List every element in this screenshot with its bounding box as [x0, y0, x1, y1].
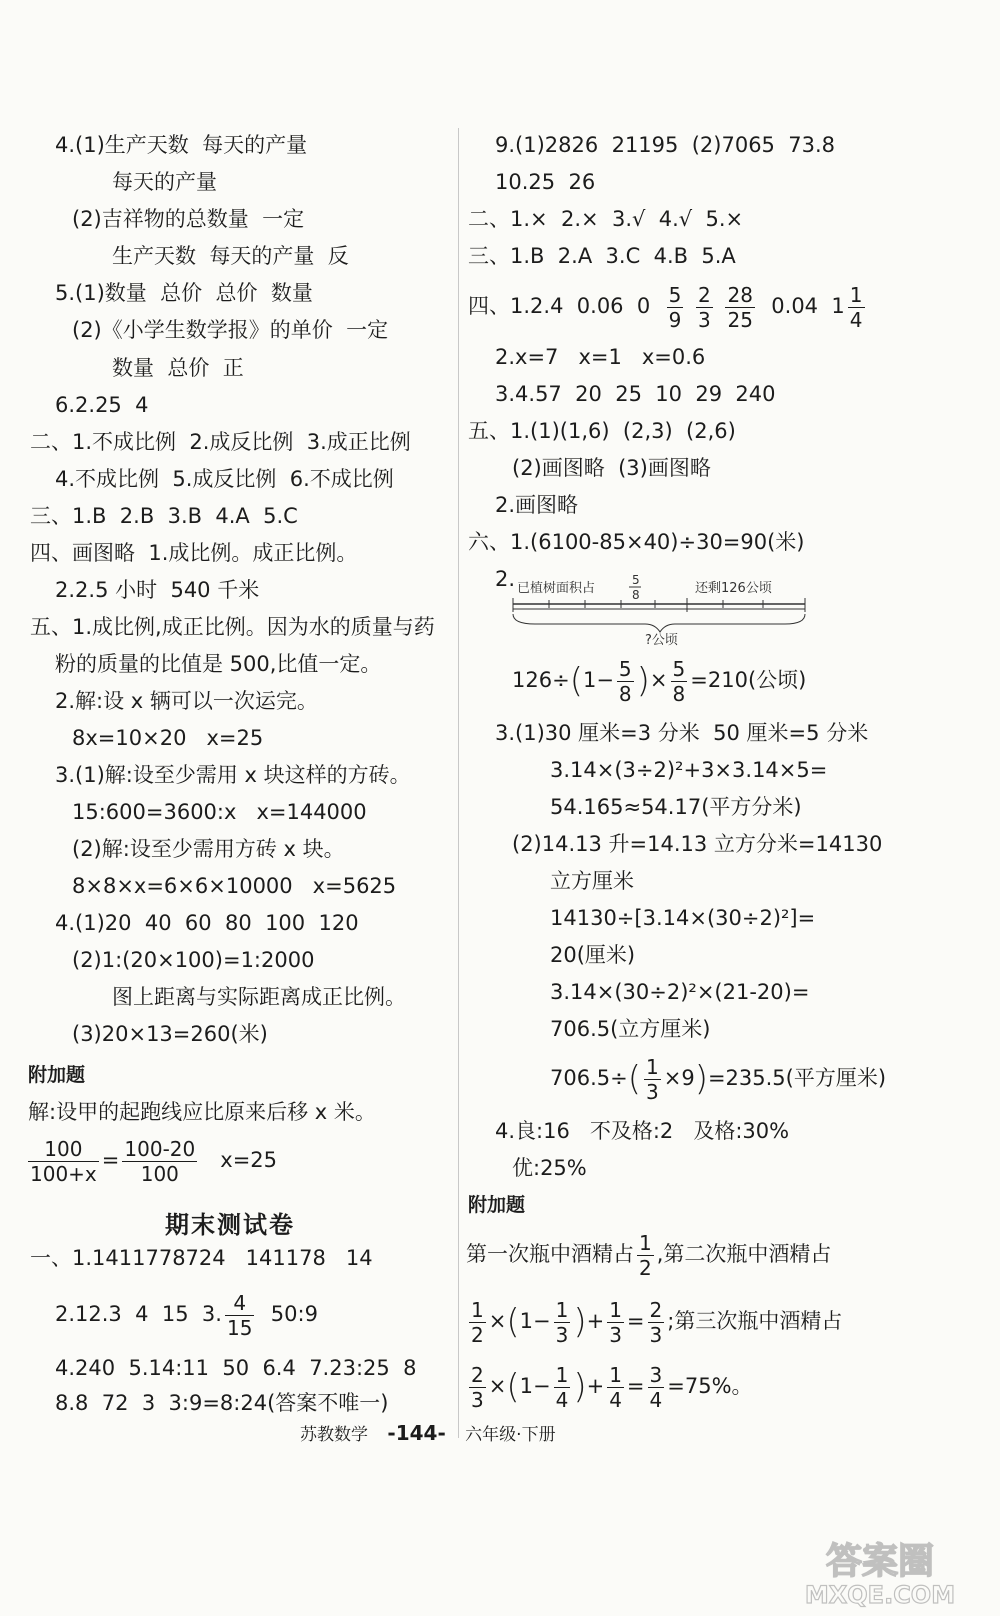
footer-grade: 六年级·下册: [465, 1425, 556, 1445]
answer-line: 3.(1)解:设至少需用 x 块这样的方砖。: [55, 763, 411, 787]
fraction-equation: $\frac{100}{100+x}$ = $\frac{100-20}{100}$ x=25: [30, 1136, 278, 1186]
page-number: -144-: [387, 1421, 446, 1445]
extra-question-title: 附加题: [28, 1064, 86, 1086]
answer-line: (2)《小学生数学报》的单价 一定: [72, 318, 389, 342]
section-heading: 四、画图略 1.成比例。成正比例。: [30, 541, 358, 565]
section-heading: 三、1.B 2.B 3.B 4.A 5.C: [30, 504, 298, 528]
equation-line: 8x=10×20 x=25: [72, 726, 264, 750]
section-heading: 二、1.不成比例 2.成反比例 3.成正比例: [30, 430, 411, 454]
equation-line: 2.x=7 x=1 x=0.6: [495, 345, 706, 369]
answer-line: 3.4.57 20 25 10 29 240: [495, 382, 776, 406]
answer-line: 2.2.5 小时 540 千米: [55, 578, 260, 602]
answer-line: 2.画图略: [495, 493, 579, 517]
answer-line: 生产天数 每天的产量 反: [112, 244, 349, 268]
answer-line: 粉的质量的比值是 500,比值一定。: [55, 652, 382, 676]
answer-line: 第一次瓶中酒精占 $\frac{1}{2}$ ,第二次瓶中酒精占: [466, 1230, 832, 1280]
equation-line: 8×8×x=6×6×10000 x=5625: [72, 874, 397, 898]
diagram-label-planted: 已植树面积占: [517, 581, 596, 596]
section-heading: 五、1.(1)(1,6) (2,3) (2,6): [468, 419, 736, 443]
page-footer: [300, 1420, 556, 1445]
answer-line: 解:设甲的起跑线应比原来后移 x 米。: [28, 1100, 376, 1124]
diagram-label-total: ?公顷: [645, 633, 678, 648]
answer-line: 4.(1)生产天数 每天的产量: [55, 133, 308, 157]
equation-line: 54.165≈54.17(平方分米): [550, 795, 802, 819]
answer-line: (2)14.13 升=14.13 立方分米=14130: [512, 832, 883, 856]
section-heading: 二、1.× 2.× 3.√ 4.√ 5.×: [468, 207, 744, 231]
answer-line: 4.良:16 不及格:2 及格:30%: [495, 1119, 790, 1143]
watermark-text-url: MXQE.COM: [804, 1581, 956, 1609]
answer-line: (2)画图略 (3)画图略: [512, 456, 711, 480]
equation-line: 706.5÷( $\frac{1}{3}$ ×9)=235.5(平方厘米): [550, 1054, 887, 1104]
equation-line: (3)20×13=260(米): [72, 1022, 268, 1046]
watermark-text-cn: 答案圈: [825, 1541, 935, 1582]
section-heading: 五、1.成比例,成正比例。因为水的质量与药: [30, 615, 435, 639]
answer-line: 9.(1)2826 21195 (2)7065 73.8: [495, 133, 836, 157]
answer-line: 2.12.3 4 15 3. $\frac{4}{15}$ 50:9: [55, 1290, 318, 1340]
equation-line: 15:600=3600:x x=144000: [72, 800, 367, 824]
diagram-frac-den: 8: [632, 588, 640, 602]
answer-line: 4.不成比例 5.成反比例 6.不成比例: [55, 467, 394, 491]
answer-line: (2)吉祥物的总数量 一定: [72, 207, 305, 231]
answer-line: 2.解:设 x 辆可以一次运完。: [55, 689, 318, 713]
answer-line: 2.: [495, 567, 516, 591]
section-heading: 三、1.B 2.A 3.C 4.B 5.A: [468, 244, 736, 268]
answer-line: (2)解:设至少需用方砖 x 块。: [72, 837, 345, 861]
equation-line: 706.5(立方厘米): [550, 1017, 711, 1041]
land-area-diagram: [505, 572, 835, 652]
answer-line: 6.2.25 4: [55, 393, 149, 417]
equation-line: $\frac{1}{2}$ ×(1− $\frac{1}{3}$ )+ $\frac{1}{3}$ = $\frac{2}{3}$ ;第三次瓶中酒精占: [471, 1297, 843, 1347]
equation-line: 3.14×(30÷2)²×(21-20)=: [550, 980, 810, 1004]
column-divider: [458, 128, 459, 1438]
answer-line: 优:25%: [512, 1156, 587, 1180]
equation-line: 14130÷[3.14×(30÷2)²]=: [550, 906, 816, 930]
answer-line: 5.(1)数量 总价 总价 数量: [55, 281, 313, 305]
answer-line: 4.(1)20 40 60 80 100 120: [55, 911, 359, 935]
diagram-label-remaining: 还剩126公顷: [695, 581, 772, 596]
answer-line: 4.240 5.14:11 50 6.4 7.23:25 8: [55, 1356, 417, 1380]
answer-line: 8.8 72 3 3:9=8:24(答案不唯一): [55, 1391, 389, 1415]
equation-line: 3.14×(3÷2)²+3×3.14×5=: [550, 758, 828, 782]
extra-question-title: 附加题: [468, 1194, 526, 1216]
answer-line: 图上距离与实际距离成正比例。: [112, 985, 406, 1009]
answer-line: 数量 总价 正: [112, 356, 244, 380]
answer-line: 立方厘米: [550, 869, 634, 893]
section-heading: 四、1.2.4 0.06 0 $\frac{5}{9}$ $\frac{2}{3}$ $\frac{28}{25}$ 0.04 1 $\frac{1}{4}$: [468, 282, 863, 332]
answer-line: 3.(1)30 厘米=3 分米 50 厘米=5 分米: [495, 721, 869, 745]
diagram-frac-num: 5: [632, 573, 640, 587]
answer-line: 10.25 26: [495, 170, 596, 194]
equation-line: $\frac{2}{3}$ ×(1− $\frac{1}{4}$ )+ $\frac{1}{4}$ = $\frac{3}{4}$ =75%。: [471, 1362, 753, 1412]
section-heading: 一、1.1411778724 141178 14: [30, 1246, 373, 1270]
final-exam-title: 期末测试卷: [165, 1211, 295, 1239]
watermark-logo: [780, 1535, 980, 1610]
section-heading: 六、1.(6100-85×40)÷30=90(米): [468, 530, 805, 554]
footer-subject: 苏教数学: [300, 1425, 368, 1445]
equation-line: (2)1:(20×100)=1:2000: [72, 948, 315, 972]
answer-line: 每天的产量: [112, 170, 217, 194]
equation-line: 126÷(1− $\frac{5}{8}$ )× $\frac{5}{8}$ =210(公顷): [512, 656, 807, 706]
equation-line: 20(厘米): [550, 943, 636, 967]
